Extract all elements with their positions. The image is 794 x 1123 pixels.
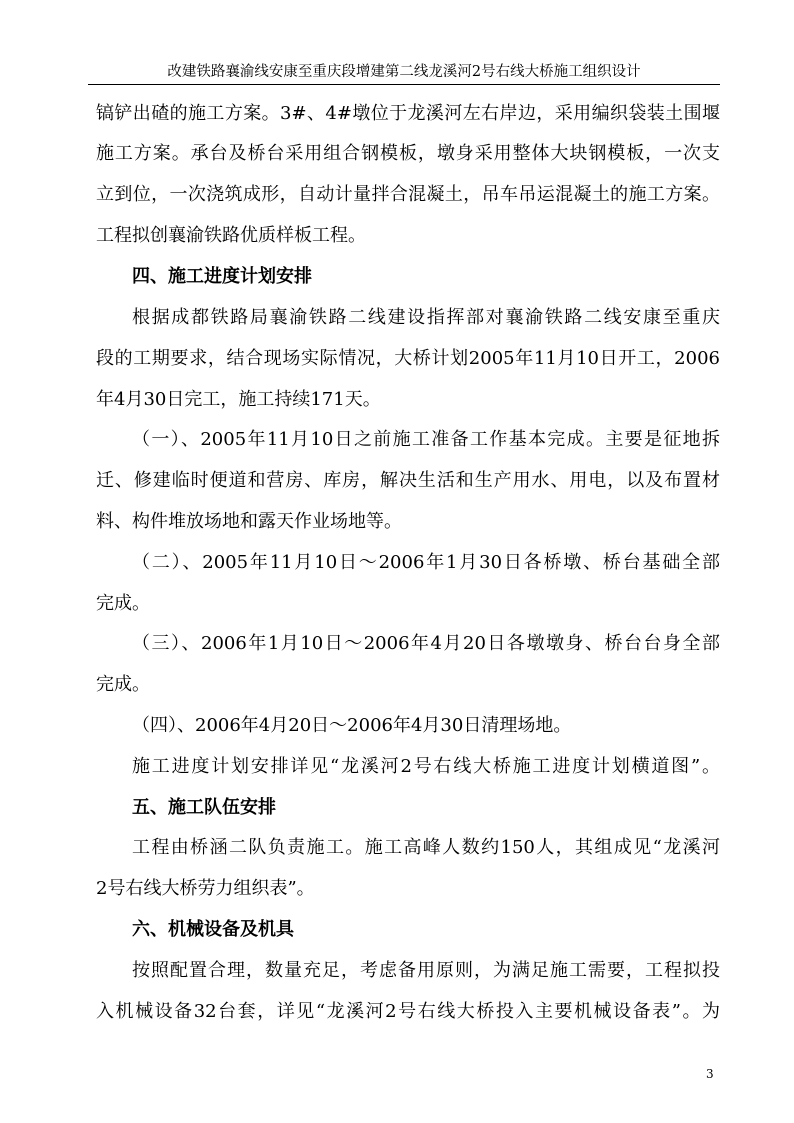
body-line: 立到位，一次浇筑成形，自动计量拌合混凝土，吊车吊运混凝土的施工方案。 [96, 184, 720, 205]
body-line: 入机械设备32台套，详见“龙溪河2号右线大桥投入主要机械设备表”。为 [96, 1001, 720, 1022]
body-line: 工程拟创襄渝铁路优质样板工程。 [96, 225, 366, 246]
body-line: 年4月30日完工，施工持续171天。 [96, 389, 381, 410]
body-line: （一）、2005年11月10日之前施工准备工作基本完成。主要是征地拆 [132, 429, 720, 450]
body-line: 段的工期要求，结合现场实际情况，大桥计划2005年11月10日开工，2006 [96, 348, 720, 369]
header-rule [88, 84, 720, 85]
body-line: 完成。 [96, 674, 150, 695]
body-line: 料、构件堆放场地和露天作业场地等。 [96, 511, 402, 532]
body-line: 迁、修建临时便道和营房、库房，解决生活和生产用水、用电，以及布置材 [96, 470, 720, 491]
body-line: 2号右线大桥劳力组织表”。 [96, 878, 315, 899]
section-heading: 六、机械设备及机具 [132, 919, 294, 940]
body-line: 按照配置合理，数量充足，考虑备用原则，为满足施工需要，工程拟投 [132, 960, 720, 981]
body-line: 施工进度计划安排详见“龙溪河2号右线大桥施工进度计划横道图”。 [132, 756, 720, 777]
page-number: 3 [706, 1067, 714, 1081]
body-line: 施工方案。承台及桥台采用组合钢模板，墩身采用整体大块钢模板，一次支 [96, 143, 720, 164]
body-line: 镐铲出碴的施工方案。3#、4#墩位于龙溪河左右岸边，采用编织袋装土围堰 [96, 103, 720, 124]
body-line: （三）、2006年1月10日～2006年4月20日各墩墩身、桥台台身全部 [132, 633, 720, 654]
section-heading: 五、施工队伍安排 [132, 797, 276, 818]
header-title: 改建铁路襄渝线安康至重庆段增建第二线龙溪河2号右线大桥施工组织设计 [167, 64, 641, 80]
body-line: 工程由桥涵二队负责施工。施工高峰人数约150人，其组成见“龙溪河 [132, 837, 720, 858]
body-line: 根据成都铁路局襄渝铁路二线建设指挥部对襄渝铁路二线安康至重庆 [132, 307, 720, 328]
section-heading: 四、施工进度计划安排 [132, 266, 312, 287]
body-line: （四）、2006年4月20日～2006年4月30日清理场地。 [132, 715, 572, 736]
body-line: （二）、2005年11月10日～2006年1月30日各桥墩、桥台基础全部 [132, 552, 720, 573]
body-line: 完成。 [96, 593, 150, 614]
